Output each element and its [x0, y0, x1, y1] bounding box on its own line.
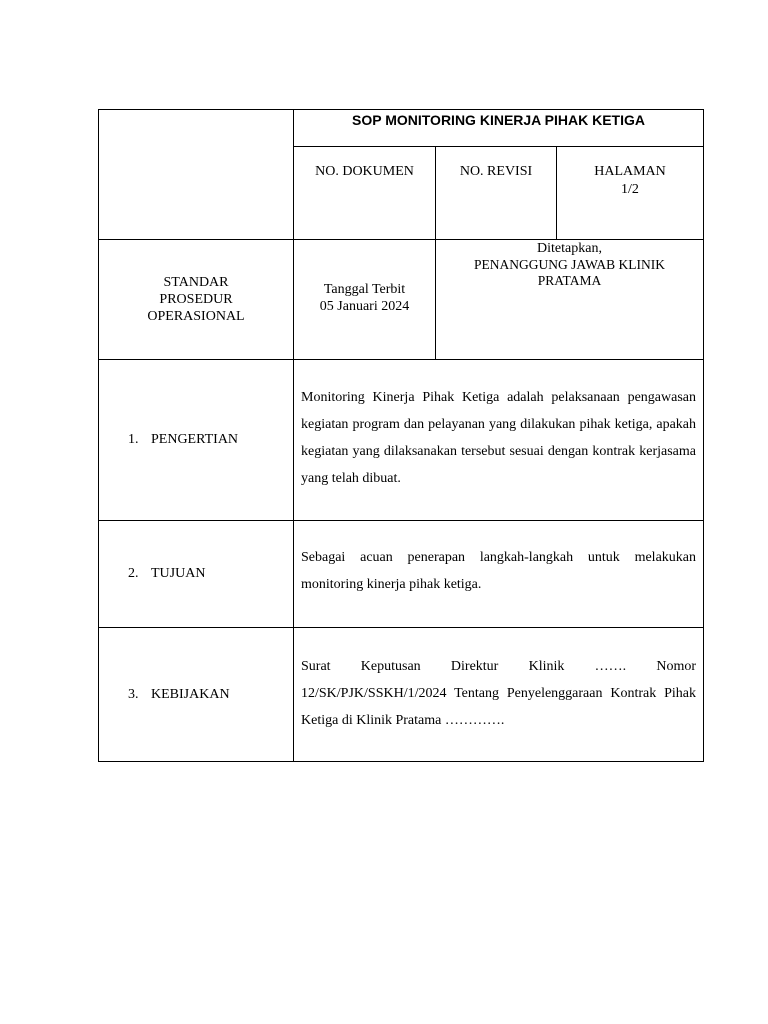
- section-number: 3.: [128, 686, 139, 702]
- section-body-kebijakan: [293, 627, 704, 762]
- standar-line-2: PROSEDUR: [159, 292, 233, 307]
- ditetapkan-line-2: PENANGGUNG JAWAB KLINIK: [474, 257, 665, 272]
- section-body-tujuan: [293, 520, 704, 628]
- standar-line-1: STANDAR: [163, 275, 229, 290]
- section-number: 1.: [128, 432, 139, 447]
- tanggal-terbit-label: Tanggal Terbit: [323, 282, 406, 297]
- standar-line-3: OPERASIONAL: [147, 309, 245, 324]
- ditetapkan-line-1: Ditetapkan,: [537, 241, 602, 256]
- section-body-text: Monitoring Kinerja Pihak Ketiga adalah pelaksanaan pengawasan kegiatan program dan pelayanan yang dilakukan pihak ketiga, apakah kegiatan yang dilaksanakan tersebut sesuai dengan kontrak kerjasama yang telah dibuat.: [301, 390, 696, 486]
- document-title: SOP MONITORING KINERJA PIHAK KETIGA: [293, 109, 704, 147]
- ditetapkan-line-3: PRATAMA: [537, 273, 602, 288]
- tanggal-terbit-cell: [293, 239, 436, 360]
- section-heading-pengertian: [98, 359, 294, 521]
- ditetapkan-cell: [435, 239, 704, 360]
- no-dokumen-cell: [293, 146, 436, 240]
- logo-cell: [98, 109, 294, 240]
- section-body-text: Surat Keputusan Direktur Klinik ……. Nomor 12/SK/PJK/SSKH/1/2024 Tentang Penyelenggaraan Kontrak Pihak Ketiga di Klinik Pratama ………….: [301, 659, 696, 728]
- section-heading: TUJUAN: [151, 566, 206, 581]
- tanggal-terbit-value: 05 Januari 2024: [319, 299, 410, 314]
- section-heading-tujuan: [98, 520, 294, 628]
- standar-prosedur-cell: [98, 239, 294, 360]
- halaman-cell: [556, 146, 704, 240]
- section-heading: KEBIJAKAN: [151, 686, 230, 702]
- halaman-label: HALAMAN: [594, 164, 666, 179]
- section-body-pengertian: [293, 359, 704, 521]
- no-dokumen-label: NO. DOKUMEN: [315, 164, 414, 179]
- no-revisi-label: NO. REVISI: [459, 164, 533, 179]
- section-heading: PENGERTIAN: [151, 432, 239, 447]
- section-heading-kebijakan: [98, 627, 294, 762]
- halaman-value: 1/2: [621, 182, 639, 197]
- section-body-text: Sebagai acuan penerapan langkah-langkah untuk melakukan monitoring kinerja pihak ketiga.: [301, 550, 696, 592]
- sop-table: [99, 110, 704, 762]
- section-number: 2.: [128, 566, 139, 581]
- no-revisi-cell: [435, 146, 557, 240]
